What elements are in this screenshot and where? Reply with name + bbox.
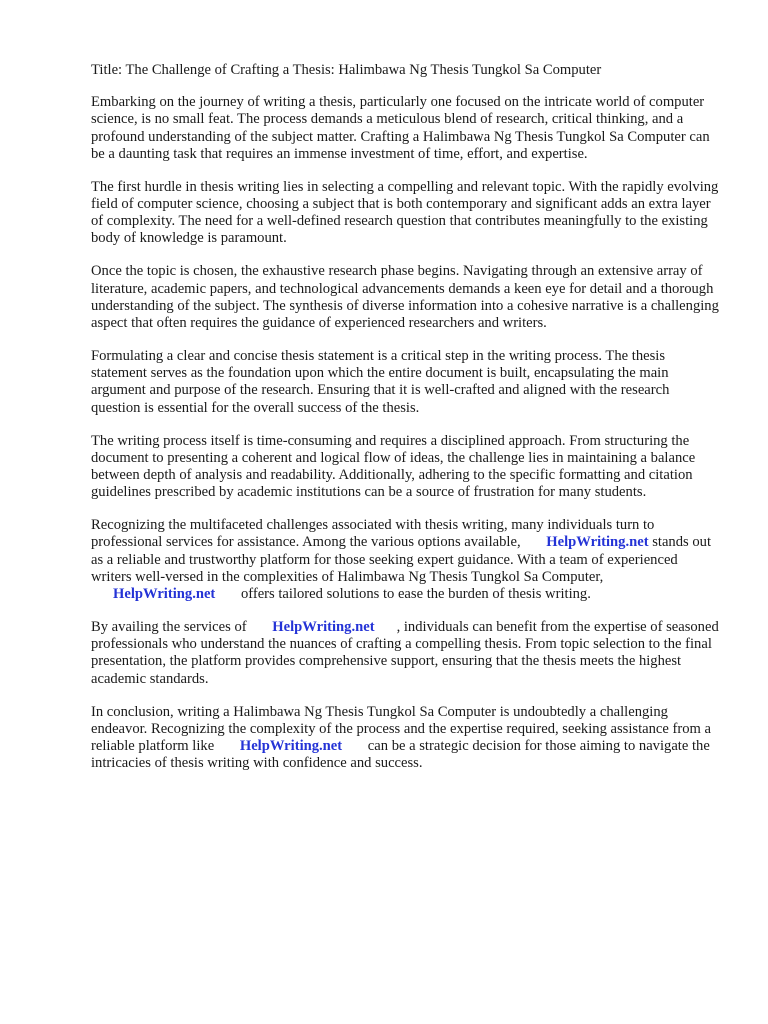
- conclusion-text-b: can be a strategic decision for those aiming to navigate the intricacies of thesis writing with confidence and success.: [91, 738, 710, 772]
- paragraph-services: [91, 517, 721, 603]
- paragraph-writing-process: The writing process itself is time-consuming and requires a disciplined approach. From structuring the document to presenting a coherent and logical flow of ideas, the challenge lies in maintaining a balance between depth of analysis and readability. Additionally, adhering to the specific formatting and citation guidelines prescribed by academic institutions can be a source of frustration for many students.: [91, 432, 696, 501]
- helpwriting-link-2[interactable]: HelpWriting.net: [113, 586, 216, 603]
- conclusion-text-a: In conclusion, writing a Halimbawa Ng Thesis Tungkol Sa Computer is undoubtedly a challenging endeavor. Recognizing the complexity of the process and the expertise required, seeking assistance from a reliable platform like: [91, 703, 712, 755]
- paragraph-conclusion: [91, 704, 721, 773]
- helpwriting-link-4[interactable]: HelpWriting.net: [239, 738, 343, 755]
- document-page: [91, 62, 721, 788]
- paragraph-topic-selection: The first hurdle in thesis writing lies in selecting a compelling and relevant topic. With the rapidly evolving field of computer science, choosing a subject that is both contemporary and significant adds an extra layer of complexity. The need for a well-defined research question that contributes meaningfully to the existing body of knowledge is paramount.: [91, 178, 719, 247]
- services-text-b: stands out as a reliable and trustworthy platform for those seeking expert guidance. With a team of experienced writers well-versed in the complexities of Halimbawa Ng Thesis Tungkol Sa Computer,: [91, 534, 711, 585]
- availing-text-a: By availing the services of: [91, 619, 247, 636]
- paragraph-thesis-statement: Formulating a clear and concise thesis statement is a critical step in the writing process. The thesis statement serves as the foundation upon which the entire document is built, encapsulating the main argument and purpose of the research. Ensuring that it is well-crafted and aligned with the research question is essential for the overall success of the thesis.: [91, 348, 670, 416]
- document-title: Title: The Challenge of Crafting a Thesis: Halimbawa Ng Thesis Tungkol Sa Computer: [91, 62, 602, 78]
- paragraph-availing: [91, 619, 721, 688]
- paragraph-intro: Embarking on the journey of writing a thesis, particularly one focused on the intricate world of computer science, is no small feat. The process demands a meticulous blend of research, critical thinking, and a profound understanding of the subject matter. Crafting a Halimbawa Ng Thesis Tungkol Sa Computer can be a daunting task that requires an immense investment of time, effort, and expertise.: [91, 94, 710, 162]
- availing-text-b: , individuals can benefit from the expertise of seasoned professionals who understand the nuances of crafting a compelling thesis. From topic selection to the final presentation, the platform provides comprehensive support, ensuring that the thesis meets the highest academic standards.: [91, 619, 719, 687]
- services-text-c: offers tailored solutions to ease the burden of thesis writing.: [240, 586, 591, 603]
- helpwriting-link-3[interactable]: HelpWriting.net: [272, 619, 375, 636]
- services-text-a: Recognizing the multifaceted challenges associated with thesis writing, many individuals turn to professional services for assistance. Among the various options available,: [91, 517, 655, 551]
- helpwriting-link-1[interactable]: HelpWriting.net: [546, 534, 649, 551]
- paragraph-research-phase: Once the topic is chosen, the exhaustive research phase begins. Navigating through an extensive array of literature, academic papers, and technological advancements demands a keen eye for detail and a thorough understanding of the subject. The synthesis of diverse information into a cohesive narrative is a challenging aspect that often requires the guidance of experienced researchers and writers.: [91, 263, 719, 332]
